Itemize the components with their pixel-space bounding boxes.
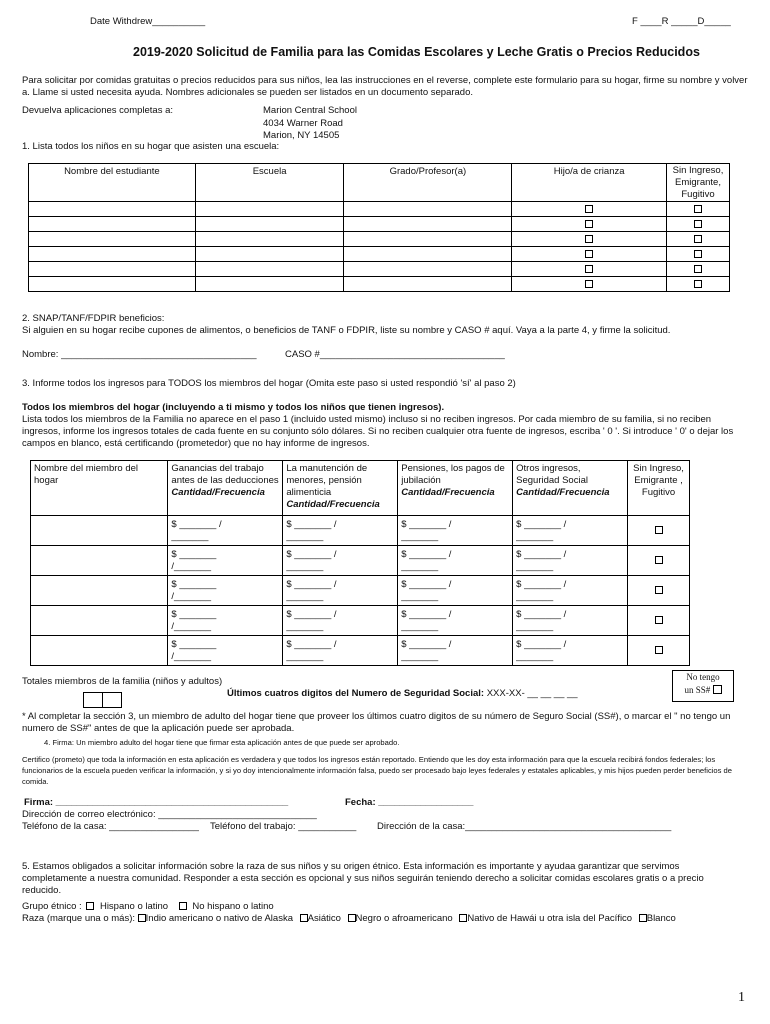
table-row [29,202,730,217]
table-row [31,636,690,666]
other-amount-cell[interactable]: $ _______ / _______ [513,606,628,636]
member-name-cell[interactable] [31,576,168,606]
race-white-checkbox[interactable] [639,914,647,922]
address-line-2: 4034 Warner Road [263,117,343,129]
address-line-3: Marion, NY 14505 [263,130,340,141]
race-native-checkbox[interactable] [138,914,146,922]
totals-box[interactable] [83,692,103,708]
member-name-cell[interactable] [31,606,168,636]
race-native-label: Indio americano o nativo de Alaska [145,913,293,924]
support-amount-cell[interactable]: $ _______ / _______ [283,516,398,546]
student-name-cell[interactable] [29,247,196,262]
no-income-cell [628,636,690,666]
non-hispanic-label: No hispano o latino [192,901,274,912]
school-cell[interactable] [195,277,344,292]
return-label: Devuelva aplicaciones completas a: [22,105,174,116]
earnings-amount-cell[interactable]: $ _______ /_______ [168,606,283,636]
earnings-amount-cell[interactable]: $ _______ / _______ [168,516,283,546]
other-amount-cell[interactable]: $ _______ / _______ [513,636,628,666]
no-income-checkbox[interactable] [655,616,663,624]
col-earnings: Ganancias del trabajo antes de las deducciones Cantidad/Frecuencia [168,461,283,516]
race-black-label: Negro o afroamericano [355,913,453,924]
no-income-cell [667,202,730,217]
school-cell[interactable] [195,202,344,217]
col-no-income: Sin Ingreso, Emigrante, Fugitivo [667,164,730,202]
member-name-cell[interactable] [31,516,168,546]
hispanic-checkbox[interactable] [86,902,94,910]
return-address [263,105,357,143]
earnings-amount-cell[interactable]: $ _______ /_______ [168,576,283,606]
earnings-amount-cell[interactable]: $ _______ /_______ [168,546,283,576]
no-income-checkbox[interactable] [655,646,663,654]
no-income-cell [667,247,730,262]
student-name-cell[interactable] [29,217,196,232]
member-name-cell[interactable] [31,636,168,666]
ss-input[interactable]: XXX-XX- __ __ __ __ [486,688,578,699]
pension-amount-cell[interactable]: $ _______ / _______ [398,546,513,576]
no-income-cell [628,546,690,576]
school-cell[interactable] [195,232,344,247]
col-grade: Grado/Profesor(a) [344,164,512,202]
no-ssn-label-2: un SS# [684,685,711,695]
foster-cell [512,232,667,247]
certification-text: Certifico (prometo) que toda la información en esta aplicación es verdadera y que todos los ingresos están reportado. Entiendo que les doy esta información para que la escuela recibirá fondos federales; los funcionarios de la escuela pueden verificar la información, y si yo doy intencionalmente información falsa, puedo ser procesado bajo leyes federales y estatales aplicables, y mis hijos pueden perder beneficios de comida. [22,755,733,786]
intro-text: Para solicitar por comidas gratuitas o precios reducidos para sus niños, lea las instrucciones en el reverse, complete este formulario para su hogar, firme su nombre y volver a. Llame si usted necesita ayuda. Nombres adicionales se pueden ser listados en un documento separado. [22,75,748,98]
race-asian-checkbox[interactable] [300,914,308,922]
foster-cell [512,202,667,217]
no-income-cell [667,232,730,247]
section2-text: Si alguien en su hogar recibe cupones de alimentos, o beneficios de TANF o FDPIR, liste su nombre y CASO # aquí. Vaya a la parte 4, y firme la solicitud. [22,325,671,336]
pension-amount-cell[interactable]: $ _______ / _______ [398,576,513,606]
no-income-checkbox[interactable] [655,526,663,534]
foster-checkbox[interactable] [585,250,593,258]
other-amount-cell[interactable]: $ _______ / _______ [513,546,628,576]
student-name-cell[interactable] [29,277,196,292]
table-row [29,262,730,277]
grade-cell[interactable] [344,277,512,292]
foster-checkbox[interactable] [585,235,593,243]
other-amount-cell[interactable]: $ _______ / _______ [513,516,628,546]
no-ssn-box [672,670,734,702]
section5-text: 5. Estamos obligados a solicitar información sobre la raza de sus niños y su origen étnico. Esta información es importante y ayudaa garantizar que servimos completamente a nuestra comunidad. Responder a esta sección es opcional y sus niños seguirán teniendo derecho a solicitar comidas escolares gratis o a precio reducido. [22,861,704,896]
table-row [31,606,690,636]
col-support: La manutención de menores, pensión alimenticia Cantidad/Frecuencia [283,461,398,516]
section2-heading: 2. SNAP/TANF/FDPIR beneficios: [22,313,165,324]
email-field[interactable]: Dirección de correo electrónico: ______________________________ [22,809,317,820]
grade-cell[interactable] [344,232,512,247]
grade-cell[interactable] [344,247,512,262]
students-table [28,163,730,292]
grade-cell[interactable] [344,202,512,217]
race-label: Raza (marque una o más): [22,913,135,924]
frd-field[interactable]: F ____R _____D_____ [632,16,731,27]
foster-checkbox[interactable] [585,265,593,273]
no-income-checkbox[interactable] [694,205,702,213]
income-table [30,460,690,666]
race-white-label: Blanco [646,913,676,924]
table-row [31,576,690,606]
no-income-checkbox[interactable] [694,235,702,243]
table-row [29,277,730,292]
col-other: Otros ingresos, Seguridad Social Cantidad/Frecuencia [513,461,628,516]
hispanic-label: Hispano o latino [99,901,169,912]
no-income-cell [628,606,690,636]
table-row [29,217,730,232]
ss-note: * Al completar la sección 3, un miembro de adulto del hogar tiene que proveer los últimos cuatro digitos de su número de Seguro Social (SS#), o marcar el " no tengo un numero de SS#" antes de que la aplicación puede ser aprobada. [22,711,731,734]
no-ssn-checkbox[interactable] [713,685,722,694]
ss-label: Últimos cuatros digitos del Numero de Seguridad Social: [227,688,485,699]
non-hispanic-checkbox[interactable] [179,902,187,910]
support-amount-cell[interactable]: $ _______ / _______ [283,606,398,636]
address-line-1: Marion Central School [263,105,357,116]
table-row [29,232,730,247]
ethnic-label: Grupo étnico : [22,901,82,912]
col-foster: Hijo/a de crianza [512,164,667,202]
school-cell[interactable] [195,247,344,262]
student-name-cell[interactable] [29,262,196,277]
no-income-cell [628,516,690,546]
race-pacific-label: Nativo de Hawái u otra isla del Pacífico [467,913,633,924]
snap-case-field[interactable]: CASO #___________________________________ [285,349,505,360]
no-income-cell [628,576,690,606]
foster-cell [512,217,667,232]
section3-heading: 3. Informe todos los ingresos para TODOS los miembros del hogar (Omita este paso si usted respondió 'sí' al paso 2) [22,378,516,389]
school-cell[interactable] [195,262,344,277]
snap-name-field[interactable]: Nombre: _____________________________________ [22,349,257,360]
foster-checkbox[interactable] [585,205,593,213]
race-group [22,913,676,924]
foster-checkbox[interactable] [585,220,593,228]
home-phone-field[interactable]: Teléfono de la casa: _________________ [22,821,199,832]
date-field[interactable]: Fecha: __________________ [345,797,474,808]
no-income-checkbox[interactable] [655,586,663,594]
support-amount-cell[interactable]: $ _______ / _______ [283,636,398,666]
col-sin: Sin Ingreso, Emigrante , Fugitivo [628,461,690,516]
school-cell[interactable] [195,217,344,232]
section3-bold: Todos los miembros del hogar (incluyendo a ti mismo y todos los niños que tienen ingresos). [22,402,445,413]
member-name-cell[interactable] [31,546,168,576]
col-member: Nombre del miembro del hogar [31,461,168,516]
no-income-checkbox[interactable] [655,556,663,564]
earnings-amount-cell[interactable]: $ _______ /_______ [168,636,283,666]
table-row [31,546,690,576]
race-asian-label: Asiático [307,913,341,924]
no-income-checkbox[interactable] [694,220,702,228]
pension-amount-cell[interactable]: $ _______ / _______ [398,516,513,546]
no-income-cell [667,217,730,232]
section3-text: Lista todos los miembros de la Familia no aparece en el paso 1 (incluido usted mismo) incluso si no reciben ingresos. Por cada miembro de su familia, si no reciben ingresos, informe los ingresos totales de cada fuente en su conjunto sólo dólares. Si no reciben cualquier otra fuente de ingresos, escriba ' 0 '. Si introduce ' 0' o dejar los campos en blanco, está certificando (prometedor) que no hay informe de ingresos. [22,414,734,449]
signature-field[interactable]: Firma: ____________________________________________ [24,797,289,808]
grade-cell[interactable] [344,217,512,232]
col-student-name: Nombre del estudiante [29,164,196,202]
other-amount-cell[interactable]: $ _______ / _______ [513,576,628,606]
no-income-cell [667,262,730,277]
support-amount-cell[interactable]: $ _______ / _______ [283,576,398,606]
no-ssn-label-1: No tengo [686,672,720,682]
ethnic-group [22,901,274,912]
pension-amount-cell[interactable]: $ _______ / _______ [398,636,513,666]
foster-cell [512,262,667,277]
page-title: 2019-2020 Solicitud de Familia para las Comidas Escolares y Leche Gratis o Precios Reducidos [133,45,700,59]
foster-checkbox[interactable] [585,280,593,288]
totals-box[interactable] [102,692,122,708]
no-income-checkbox[interactable] [694,250,702,258]
pension-amount-cell[interactable]: $ _______ / _______ [398,606,513,636]
no-income-cell [667,277,730,292]
section1-heading: 1. Lista todos los niños en su hogar que asisten una escuela: [22,141,280,152]
work-phone-field[interactable]: Teléfono del trabajo: ___________ [210,821,357,832]
student-name-cell[interactable] [29,202,196,217]
no-income-checkbox[interactable] [694,280,702,288]
ss-line [227,688,578,699]
race-black-checkbox[interactable] [348,914,356,922]
totals-label: Totales miembros de la familia (niños y adultos) [22,676,223,687]
no-income-checkbox[interactable] [694,265,702,273]
foster-cell [512,277,667,292]
section4-heading: 4. Firma: Un miembro adulto del hogar tiene que firmar esta aplicación antes de que puede ser aprobado. [44,738,400,747]
student-name-cell[interactable] [29,232,196,247]
support-amount-cell[interactable]: $ _______ / _______ [283,546,398,576]
home-address-field[interactable]: Dirección de la casa:_______________________________________ [377,821,672,832]
table-row [31,516,690,546]
col-school: Escuela [195,164,344,202]
table-row [29,247,730,262]
grade-cell[interactable] [344,262,512,277]
page-number: 1 [738,990,745,1005]
date-withdrew-field[interactable]: Date Withdrew__________ [90,16,206,27]
foster-cell [512,247,667,262]
col-pension: Pensiones, los pagos de jubilación Cantidad/Frecuencia [398,461,513,516]
